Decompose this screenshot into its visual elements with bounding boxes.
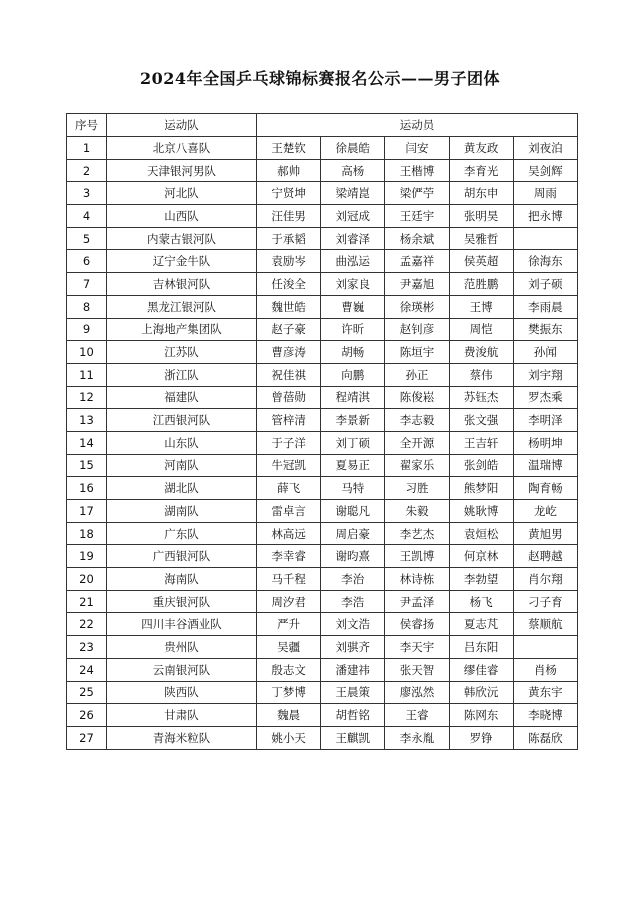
player-name: 李勃望 (449, 568, 513, 591)
player-name: 吴雅哲 (449, 227, 513, 250)
player-name: 李永胤 (385, 726, 449, 749)
table-row (67, 386, 578, 409)
player-name: 闫安 (385, 137, 449, 160)
player-name: 把永博 (513, 205, 577, 228)
player-name: 陈磊欣 (513, 726, 577, 749)
player-name (513, 636, 577, 659)
player-name: 王楚钦 (257, 137, 321, 160)
player-name: 吴疆 (257, 636, 321, 659)
team-name: 福建队 (107, 386, 257, 409)
player-name: 周雨 (513, 182, 577, 205)
row-number: 23 (67, 636, 107, 659)
player-name: 管梓清 (257, 409, 321, 432)
team-name: 贵州队 (107, 636, 257, 659)
row-number: 7 (67, 273, 107, 296)
player-name: 吕东阳 (449, 636, 513, 659)
player-name: 刘文浩 (321, 613, 385, 636)
player-name: 李天宇 (385, 636, 449, 659)
player-name: 于子洋 (257, 431, 321, 454)
row-number: 1 (67, 137, 107, 160)
table-row (67, 431, 578, 454)
player-name: 肖尔翔 (513, 568, 577, 591)
player-name: 熊梦阳 (449, 477, 513, 500)
player-name: 谢聪凡 (321, 500, 385, 523)
table-row (67, 500, 578, 523)
player-name: 费浚航 (449, 341, 513, 364)
table-row (67, 273, 578, 296)
player-name: 周恺 (449, 318, 513, 341)
player-name: 李志毅 (385, 409, 449, 432)
player-name: 任浚全 (257, 273, 321, 296)
player-name: 习胜 (385, 477, 449, 500)
player-name: 姚小天 (257, 726, 321, 749)
player-name: 刘子硕 (513, 273, 577, 296)
player-name: 王麒凯 (321, 726, 385, 749)
player-name: 蔡伟 (449, 363, 513, 386)
player-name: 殷志文 (257, 658, 321, 681)
row-number: 18 (67, 522, 107, 545)
player-name: 缪佳睿 (449, 658, 513, 681)
player-name: 龙屹 (513, 500, 577, 523)
player-name: 朱毅 (385, 500, 449, 523)
row-number: 10 (67, 341, 107, 364)
table-row (67, 205, 578, 228)
player-name: 范胜鹏 (449, 273, 513, 296)
table-row (67, 182, 578, 205)
player-name: 何京林 (449, 545, 513, 568)
player-name: 王楷博 (385, 159, 449, 182)
player-name: 黄东宇 (513, 681, 577, 704)
team-name: 四川丰谷酒业队 (107, 613, 257, 636)
table-row (67, 681, 578, 704)
player-name: 孙正 (385, 363, 449, 386)
row-number: 17 (67, 500, 107, 523)
row-number: 25 (67, 681, 107, 704)
player-name: 罗铮 (449, 726, 513, 749)
team-name: 内蒙古银河队 (107, 227, 257, 250)
player-name: 王博 (449, 295, 513, 318)
team-name: 北京八喜队 (107, 137, 257, 160)
player-name: 张天智 (385, 658, 449, 681)
row-number: 19 (67, 545, 107, 568)
player-name: 曹巍 (321, 295, 385, 318)
team-name: 辽宁金牛队 (107, 250, 257, 273)
player-name: 马千程 (257, 568, 321, 591)
player-name: 梁靖崑 (321, 182, 385, 205)
player-name: 王晨策 (321, 681, 385, 704)
team-name: 江苏队 (107, 341, 257, 364)
player-name: 李景新 (321, 409, 385, 432)
team-name: 重庆银河队 (107, 590, 257, 613)
player-name: 樊振东 (513, 318, 577, 341)
player-name: 曹彦涛 (257, 341, 321, 364)
player-name: 徐晨皓 (321, 137, 385, 160)
player-name: 魏世皓 (257, 295, 321, 318)
page-title: 2024年全国乒乓球锦标赛报名公示——男子团体 (139, 69, 501, 88)
table-row (67, 363, 578, 386)
player-name: 王睿 (385, 704, 449, 727)
team-name: 天津银河男队 (107, 159, 257, 182)
player-name: 曲泓运 (321, 250, 385, 273)
player-name: 刘丁硕 (321, 431, 385, 454)
row-number: 4 (67, 205, 107, 228)
row-number: 26 (67, 704, 107, 727)
player-name: 罗杰乘 (513, 386, 577, 409)
table-row (67, 590, 578, 613)
player-name: 李雨晨 (513, 295, 577, 318)
table-row (67, 522, 578, 545)
player-name: 廖泓然 (385, 681, 449, 704)
row-number: 12 (67, 386, 107, 409)
table-row (67, 658, 578, 681)
player-name: 张剑皓 (449, 454, 513, 477)
player-name: 胡东申 (449, 182, 513, 205)
player-name: 赵子豪 (257, 318, 321, 341)
player-name: 杨明坤 (513, 431, 577, 454)
player-name: 袁励岑 (257, 250, 321, 273)
row-number: 6 (67, 250, 107, 273)
table-row (67, 409, 578, 432)
team-name: 陕西队 (107, 681, 257, 704)
row-number: 13 (67, 409, 107, 432)
team-name: 山东队 (107, 431, 257, 454)
player-name: 许昕 (321, 318, 385, 341)
table-body (67, 137, 578, 750)
table-header-row (67, 114, 578, 137)
player-name: 胡哲铭 (321, 704, 385, 727)
player-name: 刘骐齐 (321, 636, 385, 659)
table-row (67, 454, 578, 477)
player-name: 向鹏 (321, 363, 385, 386)
player-name: 曾蓓勋 (257, 386, 321, 409)
player-name: 肖杨 (513, 658, 577, 681)
player-name: 高杨 (321, 159, 385, 182)
player-name: 尹孟泽 (385, 590, 449, 613)
player-name: 温瑞博 (513, 454, 577, 477)
row-number: 15 (67, 454, 107, 477)
player-name: 祝佳祺 (257, 363, 321, 386)
player-name: 吴剑辉 (513, 159, 577, 182)
player-name: 严升 (257, 613, 321, 636)
player-name: 韩欣沅 (449, 681, 513, 704)
player-name: 陈垣宇 (385, 341, 449, 364)
team-name: 黑龙江银河队 (107, 295, 257, 318)
table-row (67, 341, 578, 364)
player-name: 姚耿博 (449, 500, 513, 523)
team-name: 吉林银河队 (107, 273, 257, 296)
team-name: 河南队 (107, 454, 257, 477)
player-name: 梁俨苧 (385, 182, 449, 205)
table-row (67, 704, 578, 727)
team-name: 山西队 (107, 205, 257, 228)
player-name: 刁子育 (513, 590, 577, 613)
player-name: 孟嘉祥 (385, 250, 449, 273)
row-number: 8 (67, 295, 107, 318)
row-number: 20 (67, 568, 107, 591)
row-number: 5 (67, 227, 107, 250)
header-no: 序号 (67, 114, 107, 137)
player-name: 雷卓言 (257, 500, 321, 523)
team-name: 广东队 (107, 522, 257, 545)
row-number: 2 (67, 159, 107, 182)
row-number: 3 (67, 182, 107, 205)
row-number: 21 (67, 590, 107, 613)
player-name: 丁梦博 (257, 681, 321, 704)
row-number: 22 (67, 613, 107, 636)
player-name: 李艺杰 (385, 522, 449, 545)
table-row (67, 568, 578, 591)
team-name: 青海米粒队 (107, 726, 257, 749)
player-name: 周启豪 (321, 522, 385, 545)
table-row (67, 227, 578, 250)
player-name: 周汐君 (257, 590, 321, 613)
player-name: 宁贤坤 (257, 182, 321, 205)
player-name: 杨余斌 (385, 227, 449, 250)
player-name: 李晓博 (513, 704, 577, 727)
player-name: 刘夜泊 (513, 137, 577, 160)
team-name: 甘肃队 (107, 704, 257, 727)
player-name: 汪佳男 (257, 205, 321, 228)
row-number: 16 (67, 477, 107, 500)
player-name (513, 227, 577, 250)
team-name: 广西银河队 (107, 545, 257, 568)
player-name: 张文强 (449, 409, 513, 432)
player-name: 侯英超 (449, 250, 513, 273)
player-name: 赵钊彦 (385, 318, 449, 341)
player-name: 王凯博 (385, 545, 449, 568)
player-name: 陈网东 (449, 704, 513, 727)
table-row (67, 636, 578, 659)
player-name: 林诗栋 (385, 568, 449, 591)
team-name: 浙江队 (107, 363, 257, 386)
team-name: 湖南队 (107, 500, 257, 523)
table-row (67, 295, 578, 318)
row-number: 11 (67, 363, 107, 386)
player-name: 杨飞 (449, 590, 513, 613)
player-name: 赵聘越 (513, 545, 577, 568)
table-row (67, 613, 578, 636)
player-name: 蔡顺航 (513, 613, 577, 636)
player-name: 苏钰杰 (449, 386, 513, 409)
table-row (67, 318, 578, 341)
player-name: 牛冠凯 (257, 454, 321, 477)
team-name: 上海地产集团队 (107, 318, 257, 341)
player-name: 侯睿扬 (385, 613, 449, 636)
table-row (67, 726, 578, 749)
team-name: 海南队 (107, 568, 257, 591)
team-name: 江西银河队 (107, 409, 257, 432)
player-name: 李浩 (321, 590, 385, 613)
player-name: 孙闻 (513, 341, 577, 364)
player-name: 黄旭男 (513, 522, 577, 545)
player-name: 胡畅 (321, 341, 385, 364)
player-name: 郝帅 (257, 159, 321, 182)
player-name: 刘睿泽 (321, 227, 385, 250)
row-number: 27 (67, 726, 107, 749)
team-name: 河北队 (107, 182, 257, 205)
table-row (67, 477, 578, 500)
player-name: 马特 (321, 477, 385, 500)
player-name: 刘宇翔 (513, 363, 577, 386)
player-name: 王廷宇 (385, 205, 449, 228)
header-players: 运动员 (257, 114, 578, 137)
player-name: 翟家乐 (385, 454, 449, 477)
player-name: 夏志芃 (449, 613, 513, 636)
player-name: 潘建祎 (321, 658, 385, 681)
player-name: 全开源 (385, 431, 449, 454)
header-team: 运动队 (107, 114, 257, 137)
player-name: 袁烜松 (449, 522, 513, 545)
player-name: 谢昀熹 (321, 545, 385, 568)
registration-table (66, 113, 578, 750)
table-row (67, 137, 578, 160)
player-name: 魏晨 (257, 704, 321, 727)
player-name: 程靖淇 (321, 386, 385, 409)
row-number: 9 (67, 318, 107, 341)
player-name: 刘冠成 (321, 205, 385, 228)
player-name: 黄友政 (449, 137, 513, 160)
player-name: 李育光 (449, 159, 513, 182)
table-row (67, 159, 578, 182)
table-row (67, 545, 578, 568)
team-name: 云南银河队 (107, 658, 257, 681)
player-name: 薛飞 (257, 477, 321, 500)
player-name: 陈俊崧 (385, 386, 449, 409)
player-name: 徐海东 (513, 250, 577, 273)
player-name: 刘家良 (321, 273, 385, 296)
team-name: 湖北队 (107, 477, 257, 500)
player-name: 徐瑛彬 (385, 295, 449, 318)
player-name: 李治 (321, 568, 385, 591)
player-name: 于承韬 (257, 227, 321, 250)
player-name: 林高远 (257, 522, 321, 545)
player-name: 王吉轩 (449, 431, 513, 454)
player-name: 尹嘉旭 (385, 273, 449, 296)
player-name: 李幸睿 (257, 545, 321, 568)
row-number: 14 (67, 431, 107, 454)
player-name: 李明泽 (513, 409, 577, 432)
table-row (67, 250, 578, 273)
row-number: 24 (67, 658, 107, 681)
player-name: 张明昊 (449, 205, 513, 228)
player-name: 夏易正 (321, 454, 385, 477)
player-name: 陶育畅 (513, 477, 577, 500)
